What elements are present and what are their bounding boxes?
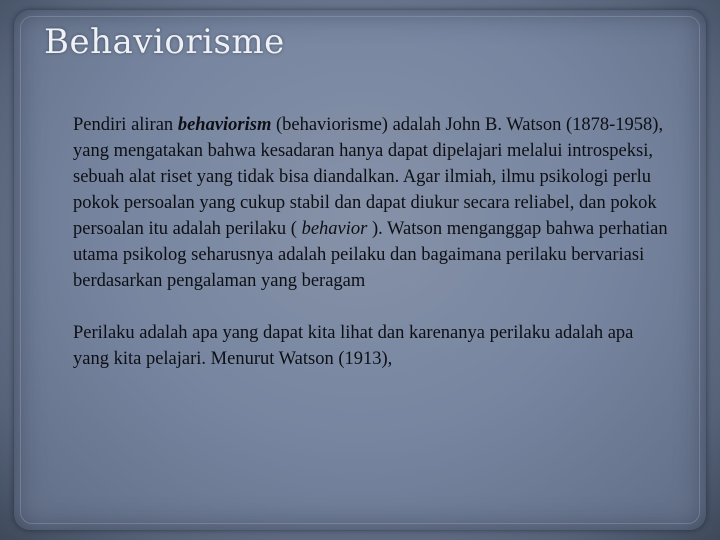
slide-body [73,112,673,398]
paragraph-definition [73,112,673,294]
paragraph-definition-body: (behaviorisme) adalah John B. Watson (1878-1958), yang mengatakan bahwa kesadaran hanya dapat dipelajari melalui introspeksi, sebuah alat riset yang tidak bisa diandalkan. Agar ilmiah, ilmu psikologi perlu pokok persoalan yang cukup stabil dan dapat diukur secara reliabel, dan pokok persoalan itu adalah perilaku ( [73,115,664,239]
paragraph-definition-intro: Pendiri aliran [73,115,178,135]
term-behavior: behavior [301,219,368,239]
slide-title: Behaviorisme [44,22,285,62]
paragraph-behavior: Perilaku adalah apa yang dapat kita lihat dan karenanya perilaku adalah apa yang kita pelajari. Menurut Watson (1913), [73,323,634,369]
term-behaviorism: behaviorism [177,115,272,135]
paragraph-definition-end: ). Watson menganggap bahwa perhatian utama psikolog seharusnya adalah peilaku dan bagaimana perilaku bervariasi berdasarkan pengalaman yang beragam [73,219,668,291]
